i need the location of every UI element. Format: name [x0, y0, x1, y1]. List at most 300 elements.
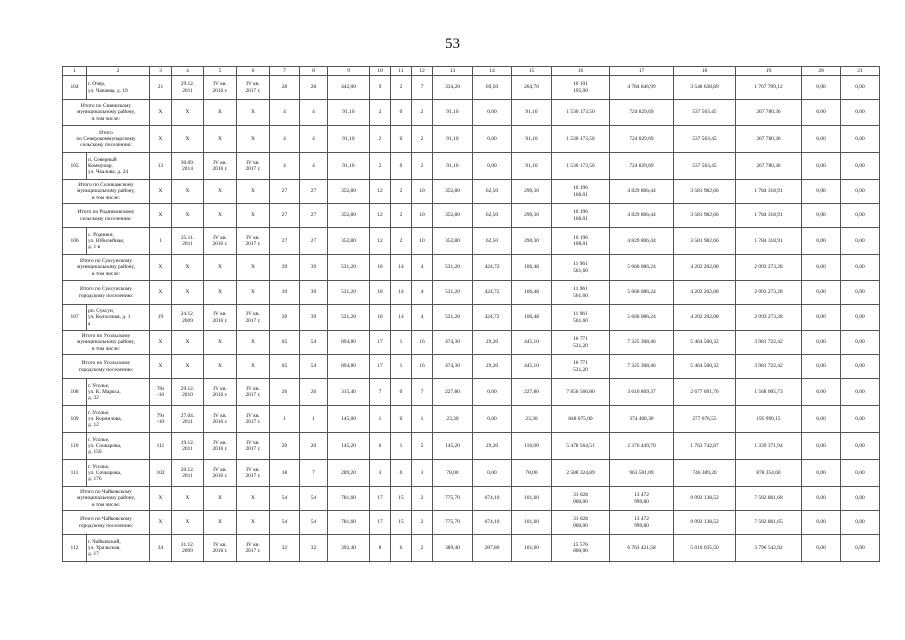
- table-cell: 0,00: [802, 76, 841, 100]
- table-cell: 78,00: [433, 460, 473, 487]
- table-cell: 290,30: [512, 204, 552, 228]
- table-cell: 10 196 108,01: [552, 228, 610, 255]
- table-cell: X: [237, 331, 270, 355]
- table-cell: 39: [270, 305, 300, 331]
- table-cell: 1: [150, 228, 172, 255]
- table-cell: 3: [412, 460, 433, 487]
- table-cell: 4: [412, 305, 433, 331]
- table-cell: 445,10: [512, 355, 552, 379]
- column-number: 8: [300, 67, 328, 76]
- table-cell: 27: [270, 204, 300, 228]
- table-cell: 894,80: [328, 331, 370, 355]
- address-cell: г. Усолье, ул. К. Маркса, д. 32: [87, 379, 150, 406]
- table-cell: 17: [370, 355, 391, 379]
- table-cell: 11 961 561,60: [552, 255, 610, 281]
- table-cell: 0,00: [802, 305, 841, 331]
- table-cell: 4: [412, 281, 433, 305]
- address-cell: г. Усолье, ул. Сочкарова, д. 156: [87, 433, 150, 460]
- table-cell: 4: [270, 126, 300, 153]
- table-cell: 3 981 722,42: [736, 355, 802, 379]
- subtotal-row: [63, 331, 880, 355]
- table-cell: 2: [412, 100, 433, 126]
- table-cell: 14: [391, 255, 412, 281]
- table-cell: 4 784 846,99: [610, 76, 674, 100]
- column-number: 4: [172, 67, 204, 76]
- table-cell: 848 075,00: [552, 406, 610, 433]
- table-cell: 267 780,36: [736, 100, 802, 126]
- table-cell: 7: [412, 379, 433, 406]
- subtotal-row: [63, 511, 880, 535]
- table-cell: 19.12. 2011: [172, 433, 204, 460]
- table-cell: 334,20: [433, 76, 473, 100]
- table-cell: 0,00: [473, 406, 512, 433]
- table-cell: 1 784 318,91: [736, 228, 802, 255]
- table-cell: 25.11. 2011: [172, 228, 204, 255]
- table-cell: 23,30: [433, 406, 473, 433]
- table-cell: 12: [370, 228, 391, 255]
- table-cell: 7: [300, 460, 328, 487]
- table-cell: 0,00: [473, 100, 512, 126]
- table-cell: 1 530 173,50: [552, 126, 610, 153]
- table-cell: 78,00: [512, 460, 552, 487]
- table-row: [63, 379, 880, 406]
- table-cell: 1 568 005,73: [736, 379, 802, 406]
- table-cell: 0: [391, 153, 412, 180]
- table-cell: IV кв. 2017 г.: [237, 379, 270, 406]
- table-cell: 16 771 531,20: [552, 331, 610, 355]
- housing-relocation-table: [62, 66, 880, 562]
- table-cell: 1: [412, 406, 433, 433]
- table-cell: 2: [370, 100, 391, 126]
- table-cell: 4: [270, 100, 300, 126]
- table-cell: X: [237, 100, 270, 126]
- table-cell: 18: [370, 305, 391, 331]
- table-cell: X: [237, 281, 270, 305]
- table-cell: IV кв. 2017 г.: [237, 460, 270, 487]
- table-row: [63, 460, 880, 487]
- table-cell: X: [172, 180, 204, 204]
- table-cell: 5 666 086,24: [610, 305, 674, 331]
- table-cell: 0,00: [841, 331, 880, 355]
- table-cell: 2 376 449,70: [610, 433, 674, 460]
- table-cell: X: [204, 355, 237, 379]
- table-cell: 8: [370, 535, 391, 562]
- subtotal-label: Итого по Соликамскому муниципальному району, в том числе:: [63, 180, 150, 204]
- table-cell: 111: [150, 433, 172, 460]
- table-cell: X: [172, 331, 204, 355]
- table-cell: 2 677 691,70: [674, 379, 736, 406]
- table-cell: 29.12. 2011: [172, 76, 204, 100]
- table-cell: 27.04. 2011: [172, 406, 204, 433]
- table-cell: 0,00: [802, 535, 841, 562]
- table-cell: 106,48: [512, 255, 552, 281]
- table-cell: IV кв. 2016 г.: [204, 153, 237, 180]
- address-cell: г. Очер, ул. Чапаева, д. 19: [87, 76, 150, 100]
- table-cell: 7: [370, 379, 391, 406]
- table-cell: 0,00: [802, 460, 841, 487]
- table-cell: 4: [300, 153, 328, 180]
- table-cell: 39: [270, 281, 300, 305]
- table-cell: 5 016 035,50: [674, 535, 736, 562]
- table-cell: X: [237, 255, 270, 281]
- table-cell: 5: [412, 433, 433, 460]
- table-cell: 20.12. 2011: [172, 460, 204, 487]
- table-cell: 392,40: [328, 535, 370, 562]
- table-cell: 531,20: [328, 281, 370, 305]
- row-number: 108: [63, 379, 87, 406]
- table-cell: 0,00: [473, 379, 512, 406]
- table-cell: 39: [270, 255, 300, 281]
- table-cell: 9: [370, 76, 391, 100]
- table-cell: 69,50: [473, 76, 512, 100]
- table-cell: 0,00: [802, 355, 841, 379]
- table-cell: 0,00: [841, 511, 880, 535]
- subtotal-row: [63, 204, 880, 228]
- table-cell: 145,00: [328, 406, 370, 433]
- table-cell: 0,00: [841, 204, 880, 228]
- table-cell: 5 666 086,24: [610, 255, 674, 281]
- table-cell: 101,60: [512, 535, 552, 562]
- table-cell: 15: [391, 487, 412, 511]
- table-cell: 12: [370, 204, 391, 228]
- table-cell: 287,80: [473, 535, 512, 562]
- table-cell: 12: [370, 180, 391, 204]
- table-cell: 352,80: [433, 180, 473, 204]
- table-cell: 1 767 709,12: [736, 76, 802, 100]
- table-cell: 2: [412, 487, 433, 511]
- column-number: 11: [391, 67, 412, 76]
- table-row: [63, 228, 880, 255]
- table-cell: 0,00: [841, 126, 880, 153]
- table-cell: 91,10: [328, 153, 370, 180]
- table-cell: 781,60: [328, 511, 370, 535]
- table-cell: X: [204, 487, 237, 511]
- table-cell: X: [237, 355, 270, 379]
- table-cell: 91,10: [433, 153, 473, 180]
- table-cell: 0,00: [841, 460, 880, 487]
- table-cell: 537 563,45: [674, 126, 736, 153]
- table-cell: X: [172, 255, 204, 281]
- table-cell: 352,80: [328, 204, 370, 228]
- column-number: 1: [63, 67, 87, 76]
- table-cell: 0,00: [802, 281, 841, 305]
- table-cell: 2: [391, 76, 412, 100]
- table-cell: X: [150, 100, 172, 126]
- table-cell: 4: [412, 255, 433, 281]
- table-cell: X: [150, 281, 172, 305]
- table-cell: 0,00: [841, 487, 880, 511]
- table-cell: 15 576 000,00: [552, 535, 610, 562]
- table-cell: IV кв. 2017 г.: [237, 535, 270, 562]
- table-cell: X: [204, 126, 237, 153]
- column-number: 18: [674, 67, 736, 76]
- table-cell: IV кв. 2016 г.: [204, 460, 237, 487]
- table-cell: 10: [412, 180, 433, 204]
- row-number: 109: [63, 406, 87, 433]
- column-number-row: [63, 67, 880, 76]
- table-cell: 0,00: [841, 153, 880, 180]
- table-cell: 101,60: [512, 487, 552, 511]
- table-cell: 29,20: [473, 331, 512, 355]
- table-cell: 14: [391, 305, 412, 331]
- table-cell: 0,00: [802, 331, 841, 355]
- table-cell: 26: [270, 379, 300, 406]
- table-cell: 10 101 195,00: [552, 76, 610, 100]
- table-cell: 2: [391, 180, 412, 204]
- table-cell: IV кв. 2016 г.: [204, 406, 237, 433]
- table-cell: 4 829 806,44: [610, 228, 674, 255]
- table-cell: 62,50: [473, 204, 512, 228]
- table-cell: 0,00: [841, 76, 880, 100]
- table-cell: 3 581 982,66: [674, 204, 736, 228]
- table-cell: 775,70: [433, 487, 473, 511]
- table-cell: 2: [412, 535, 433, 562]
- table-cell: 16: [412, 355, 433, 379]
- row-number: 111: [63, 460, 87, 487]
- table-cell: 65: [270, 355, 300, 379]
- table-cell: 27: [300, 180, 328, 204]
- address-cell: г. Усолье, ул. Сочкарова, д. 176: [87, 460, 150, 487]
- table-cell: X: [237, 126, 270, 153]
- table-cell: 16: [412, 331, 433, 355]
- table-cell: 2 093 273,28: [736, 281, 802, 305]
- table-row: [63, 305, 880, 331]
- table-cell: 91,10: [433, 100, 473, 126]
- table-cell: 0,00: [802, 153, 841, 180]
- table-cell: 0,00: [841, 406, 880, 433]
- table-cell: 31.12. 2009: [172, 535, 204, 562]
- table-cell: 7 856 566,80: [552, 379, 610, 406]
- table-cell: 13 472 999,80: [610, 487, 674, 511]
- column-number: 17: [610, 67, 674, 76]
- table-cell: 10 196 108,01: [552, 204, 610, 228]
- table-cell: 91,10: [433, 126, 473, 153]
- table-cell: 775,70: [433, 511, 473, 535]
- table-cell: 315,40: [328, 379, 370, 406]
- table-cell: X: [172, 511, 204, 535]
- table-cell: 14: [391, 281, 412, 305]
- column-number: 2: [87, 67, 150, 76]
- table-cell: 0,00: [802, 126, 841, 153]
- table-cell: 5 666 086,24: [610, 281, 674, 305]
- table-cell: 352,80: [433, 204, 473, 228]
- table-cell: 29,20: [473, 433, 512, 460]
- table-cell: 5 464 500,32: [674, 331, 736, 355]
- table-cell: 3: [370, 460, 391, 487]
- table-cell: IV кв. 2017 г.: [237, 153, 270, 180]
- table-cell: 17: [370, 487, 391, 511]
- table-cell: 0,00: [841, 281, 880, 305]
- table-cell: 106,48: [512, 305, 552, 331]
- table-cell: 62,50: [473, 180, 512, 204]
- table-cell: 445,10: [512, 331, 552, 355]
- table-cell: X: [204, 180, 237, 204]
- table-cell: 2: [412, 511, 433, 535]
- table-cell: 6: [391, 535, 412, 562]
- table-row: [63, 433, 880, 460]
- table-cell: 27: [270, 180, 300, 204]
- table-cell: 0,00: [802, 379, 841, 406]
- table-cell: 724 829,69: [610, 126, 674, 153]
- table-cell: 878 354,60: [736, 460, 802, 487]
- table-cell: 537 563,45: [674, 153, 736, 180]
- table-cell: 18: [270, 460, 300, 487]
- table-cell: 4 829 806,44: [610, 204, 674, 228]
- table-cell: 19: [150, 305, 172, 331]
- table-cell: X: [150, 126, 172, 153]
- table-cell: 267 780,36: [736, 126, 802, 153]
- table-cell: 227,80: [433, 379, 473, 406]
- table-cell: IV кв. 2017 г.: [237, 76, 270, 100]
- subtotal-row: [63, 255, 880, 281]
- table-cell: 424,72: [473, 305, 512, 331]
- table-cell: 0,00: [802, 511, 841, 535]
- table-cell: 424,72: [473, 255, 512, 281]
- table-cell: 7 325 308,46: [610, 355, 674, 379]
- row-number: 110: [63, 433, 87, 460]
- table-cell: 289,20: [328, 460, 370, 487]
- table-cell: X: [204, 331, 237, 355]
- table-row: [63, 153, 880, 180]
- table-cell: 674,10: [473, 487, 512, 511]
- address-cell: рп. Суксун, ул. Колхозная, д. 1 а: [87, 305, 150, 331]
- table-cell: 26: [300, 379, 328, 406]
- table-cell: 1: [391, 331, 412, 355]
- table-cell: 531,20: [328, 305, 370, 331]
- table-cell: 7 562 861,65: [736, 511, 802, 535]
- table-cell: 2: [391, 204, 412, 228]
- table-cell: 2 093 273,28: [736, 255, 802, 281]
- table-cell: 28: [300, 76, 328, 100]
- table-cell: 116,00: [512, 433, 552, 460]
- table-cell: 9 992 138,52: [674, 511, 736, 535]
- table-cell: 29.12. 2010: [172, 379, 204, 406]
- table-cell: 30.09. 2014: [172, 153, 204, 180]
- table-cell: 963 581,09: [610, 460, 674, 487]
- table-cell: 54: [270, 487, 300, 511]
- table-cell: 21: [150, 76, 172, 100]
- table-cell: 7 562 861,68: [736, 487, 802, 511]
- table-cell: 24.12. 2009: [172, 305, 204, 331]
- address-cell: с. Родники, ул. Юбилейная, д. 1 в: [87, 228, 150, 255]
- table-cell: 4: [300, 100, 328, 126]
- table-cell: 54: [270, 511, 300, 535]
- table-cell: 781,60: [328, 487, 370, 511]
- table-cell: 531,20: [433, 255, 473, 281]
- table-cell: 13: [150, 153, 172, 180]
- table-cell: 0,00: [841, 379, 880, 406]
- table-cell: IV кв. 2016 г.: [204, 535, 237, 562]
- subtotal-label: Итого по Сивинскому муниципальному району, в том числе:: [63, 100, 150, 126]
- table-cell: 65: [270, 331, 300, 355]
- table-cell: 32: [270, 535, 300, 562]
- table-cell: 1 530 173,50: [552, 100, 610, 126]
- table-cell: 15: [391, 511, 412, 535]
- table-cell: 62,50: [473, 228, 512, 255]
- table-cell: 4 202 202,08: [674, 305, 736, 331]
- table-cell: 0,00: [802, 100, 841, 126]
- table-cell: 0,00: [841, 305, 880, 331]
- table-cell: 0,00: [841, 228, 880, 255]
- table-cell: 5 478 564,51: [552, 433, 610, 460]
- subtotal-row: [63, 487, 880, 511]
- table-cell: 39: [300, 305, 328, 331]
- table-cell: 352,80: [433, 228, 473, 255]
- table-cell: 277 676,55: [674, 406, 736, 433]
- table-cell: 0,00: [802, 228, 841, 255]
- table-cell: 1 784 318,91: [736, 180, 802, 204]
- column-number: 6: [237, 67, 270, 76]
- table-cell: 54: [300, 331, 328, 355]
- table-row: [63, 406, 880, 433]
- table-cell: 3 610 869,37: [610, 379, 674, 406]
- table-cell: X: [150, 511, 172, 535]
- page-number: 53: [445, 36, 460, 52]
- address-cell: г. Чайковский, ул. Уральская, д. 17: [87, 535, 150, 562]
- table-cell: 91,10: [512, 153, 552, 180]
- table-cell: 20: [270, 433, 300, 460]
- table-cell: 13 472 999,80: [610, 511, 674, 535]
- column-number: 15: [512, 67, 552, 76]
- table-cell: 7: [412, 76, 433, 100]
- table-cell: 91,10: [328, 100, 370, 126]
- table-cell: 0,00: [841, 355, 880, 379]
- subtotal-row: [63, 126, 880, 153]
- table-cell: 11 961 561,60: [552, 281, 610, 305]
- table-cell: X: [204, 255, 237, 281]
- table-cell: 4: [300, 126, 328, 153]
- table-cell: X: [204, 281, 237, 305]
- table-cell: X: [150, 331, 172, 355]
- table-cell: IV кв. 2017 г.: [237, 305, 270, 331]
- table-cell: 3 981 722,42: [736, 331, 802, 355]
- table-cell: 3 548 638,89: [674, 76, 736, 100]
- table-cell: 290,30: [512, 180, 552, 204]
- row-number: 107: [63, 305, 87, 331]
- table-cell: 1 530 173,50: [552, 153, 610, 180]
- table-cell: 746 389,20: [674, 460, 736, 487]
- subtotal-label: Итого по Чайковскому городскому поселению:: [63, 511, 150, 535]
- table-cell: X: [172, 487, 204, 511]
- table-cell: 18: [370, 281, 391, 305]
- table-cell: 0,00: [473, 126, 512, 153]
- table-cell: IV кв. 2017 г.: [237, 406, 270, 433]
- table-cell: 1: [391, 433, 412, 460]
- table-cell: 0,00: [473, 153, 512, 180]
- table-cell: 0: [391, 379, 412, 406]
- table-cell: X: [150, 180, 172, 204]
- table-cell: 290,30: [512, 228, 552, 255]
- column-number: 16: [552, 67, 610, 76]
- row-number: 105: [63, 153, 87, 180]
- table-cell: 0,00: [802, 255, 841, 281]
- table-cell: 0,00: [841, 433, 880, 460]
- table-cell: 352,80: [328, 228, 370, 255]
- table-cell: 16 771 531,20: [552, 355, 610, 379]
- table-row: [63, 76, 880, 100]
- table-cell: 0,00: [841, 255, 880, 281]
- table-cell: IV кв. 2016 г.: [204, 228, 237, 255]
- table-cell: 1 784 318,91: [736, 204, 802, 228]
- subtotal-label: Итого по Суксунскому городскому поселению:: [63, 281, 150, 305]
- table-cell: 3 581 982,66: [674, 228, 736, 255]
- column-number: 20: [802, 67, 841, 76]
- table-cell: 1 762 742,87: [674, 433, 736, 460]
- table-cell: X: [150, 255, 172, 281]
- table-cell: 101,60: [512, 511, 552, 535]
- table-cell: 29,20: [473, 355, 512, 379]
- row-number: 104: [63, 76, 87, 100]
